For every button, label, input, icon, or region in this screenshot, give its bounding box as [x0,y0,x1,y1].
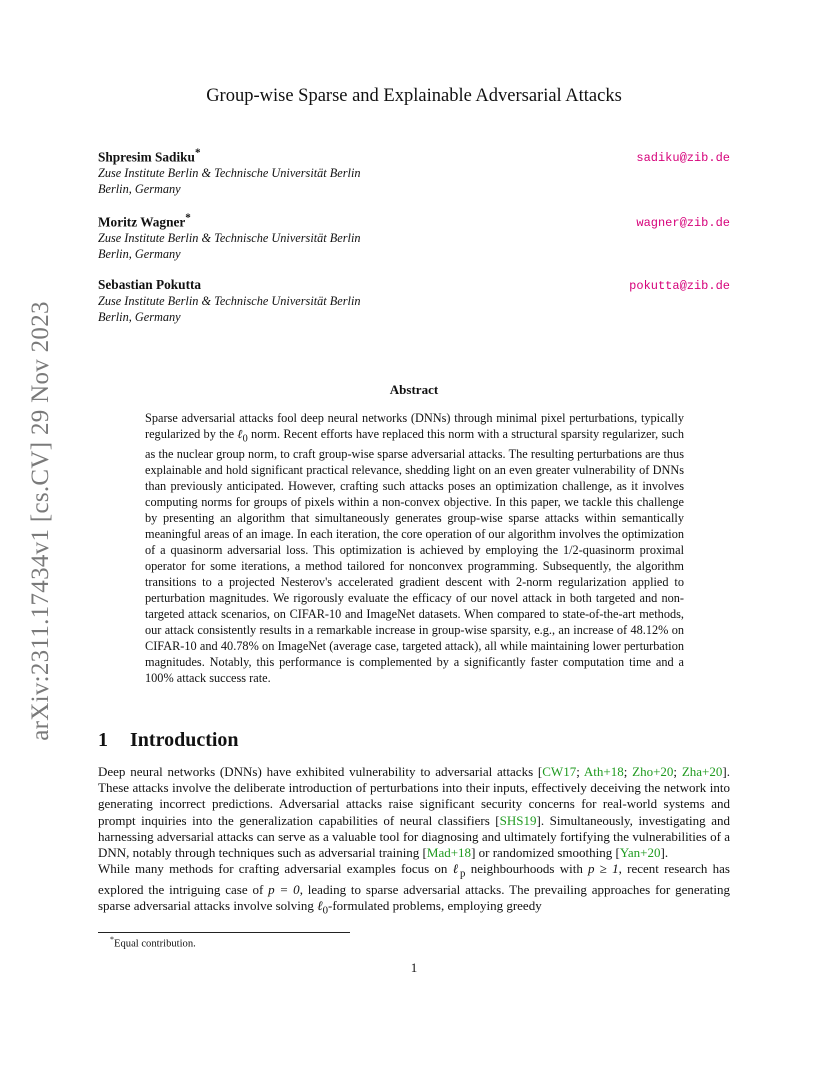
author-name: Sebastian Pokutta [98,277,202,292]
citation-link[interactable]: Yan+20 [619,845,661,861]
arxiv-identifier-text: arXiv:2311.17434v1 [cs.CV] 29 Nov 2023 [27,300,55,741]
author-name: Shpresim Sadiku [98,149,195,165]
footnote-rule [98,932,350,933]
author-block-3 [98,277,730,325]
arxiv-identifier [26,283,56,758]
section-number: 1 [98,729,108,751]
abstract-heading: Abstract [389,382,439,397]
author-affiliation: Zuse Institute Berlin & Technische Universität Berlin [98,231,361,246]
paper-title: Group-wise Sparse and Explainable Adversarial Attacks [206,86,622,106]
author-block-1 [98,147,730,197]
citation-link[interactable]: Ath+18 [583,764,624,779]
abstract-text: Sparse adversarial attacks fool deep neural networks (DNNs) through minimal pixel perturbations, typically regularized by the ℓ$_0$ norm. Recent efforts have replaced this norm with a structural sparsity regularizer, such as the nuclear group norm, to craft group-wise sparse adversarial attacks. The resulting perturbations are thus explainable and hold significant practical relevance, shedding light on an even greater vulnerability of DNNs than previously anticipated. However, crafting such attacks poses an optimization challenge, as it involves computing norms for groups of pixels within a non-convex objective. In this paper, we tackle this challenge by presenting an algorithm that simultaneously generates group-wise sparse attacks within semantically meaningful areas of an image. In each iteration, the core operation of our algorithm involves the optimization of a quasinorm adversarial loss. This optimization is achieved by employing the 1/2-quasinorm proximal operator for some iterations, a method tailored for nonconvex programming. Subsequently, the algorithm transitions to a projected Nesterov's accelerated gradient descent with 2-norm regularization applied to perturbation magnitudes. We rigorously evaluate the efficacy of our novel attack in both targeted and non-targeted attack scenarios, on CIFAR-10 and ImageNet datasets. When compared to state-of-the-art methods, our attack consistently results in a remarkable increase in group-wise sparsity, e.g., an increase of 48.12% on CIFAR-10 and 40.78% on ImageNet (average case, targeted attack), all while maintaining lower perturbation magnitudes. Notably, this performance is complemented by a significantly faster computation time and a 100% attack success rate. [145,411,685,685]
author-affiliation: Zuse Institute Berlin & Technische Universität Berlin [98,166,361,181]
author-location: Berlin, Germany [98,182,181,197]
author-name: Moritz Wagner [98,214,186,230]
footnote-mark: * [110,935,114,944]
citation-link[interactable]: Mad+18 [426,845,472,861]
section-title: Introduction [130,729,239,751]
citation-link[interactable]: Zho+20 [632,764,674,779]
ell-symbol: ℓ [237,426,243,441]
citation-link[interactable]: SHS19 [499,812,537,828]
equal-contribution-mark: * [185,212,191,224]
author-email[interactable]: sadiku@zib.de [636,151,730,166]
footnote [110,935,196,950]
norm-subscript: 0 [242,433,248,445]
footnote-text: Equal contribution. [114,938,196,950]
author-block-2 [98,212,730,262]
equal-contribution-mark: * [194,147,201,159]
author-location: Berlin, Germany [98,247,181,262]
page-number: 1 [410,960,418,975]
author-email[interactable]: pokutta@zib.de [629,279,730,293]
introduction-text [98,764,730,919]
paragraph: Deep neural networks (DNNs) have exhibited vulnerability to adversarial attacks [CW17; Ath+18; Zho+20; Zha+20]. These attacks involve the deliberate introduction of perturbations into their inputs, effectively deceiving the network into generating incorrect predictions. Adversarial attacks raise significant security concerns for real-world systems and prompt inquiries into the generalization capabilities of neural classifiers [SHS19]. Simultaneously, investigating and harnessing adversarial attacks can serve as a valuable tool for diagnosing and ultimately fortifying the vulnerabilities of a DNN, notably through techniques such as adversarial training [Mad+18] or randomized smoothing [Yan+20]. [98,764,730,861]
section-heading [98,729,239,752]
paragraph: While many methods for crafting adversarial examples focus on ℓ$_p$ neighbourhoods with p ≥ 1, recent research has explored the intriguing case of p = 0, leading to sparse adversarial attacks. The prevailing approaches for generating sparse adversarial attacks involve solving ℓ$_0$-formulated problems, employing greedy [98,861,730,917]
author-location: Berlin, Germany [98,310,181,324]
citation-link[interactable]: Zha+20 [681,764,723,779]
author-email[interactable]: wagner@zib.de [636,216,730,231]
author-affiliation: Zuse Institute Berlin & Technische Universität Berlin [98,294,361,308]
citation-link[interactable]: CW17 [542,764,577,779]
